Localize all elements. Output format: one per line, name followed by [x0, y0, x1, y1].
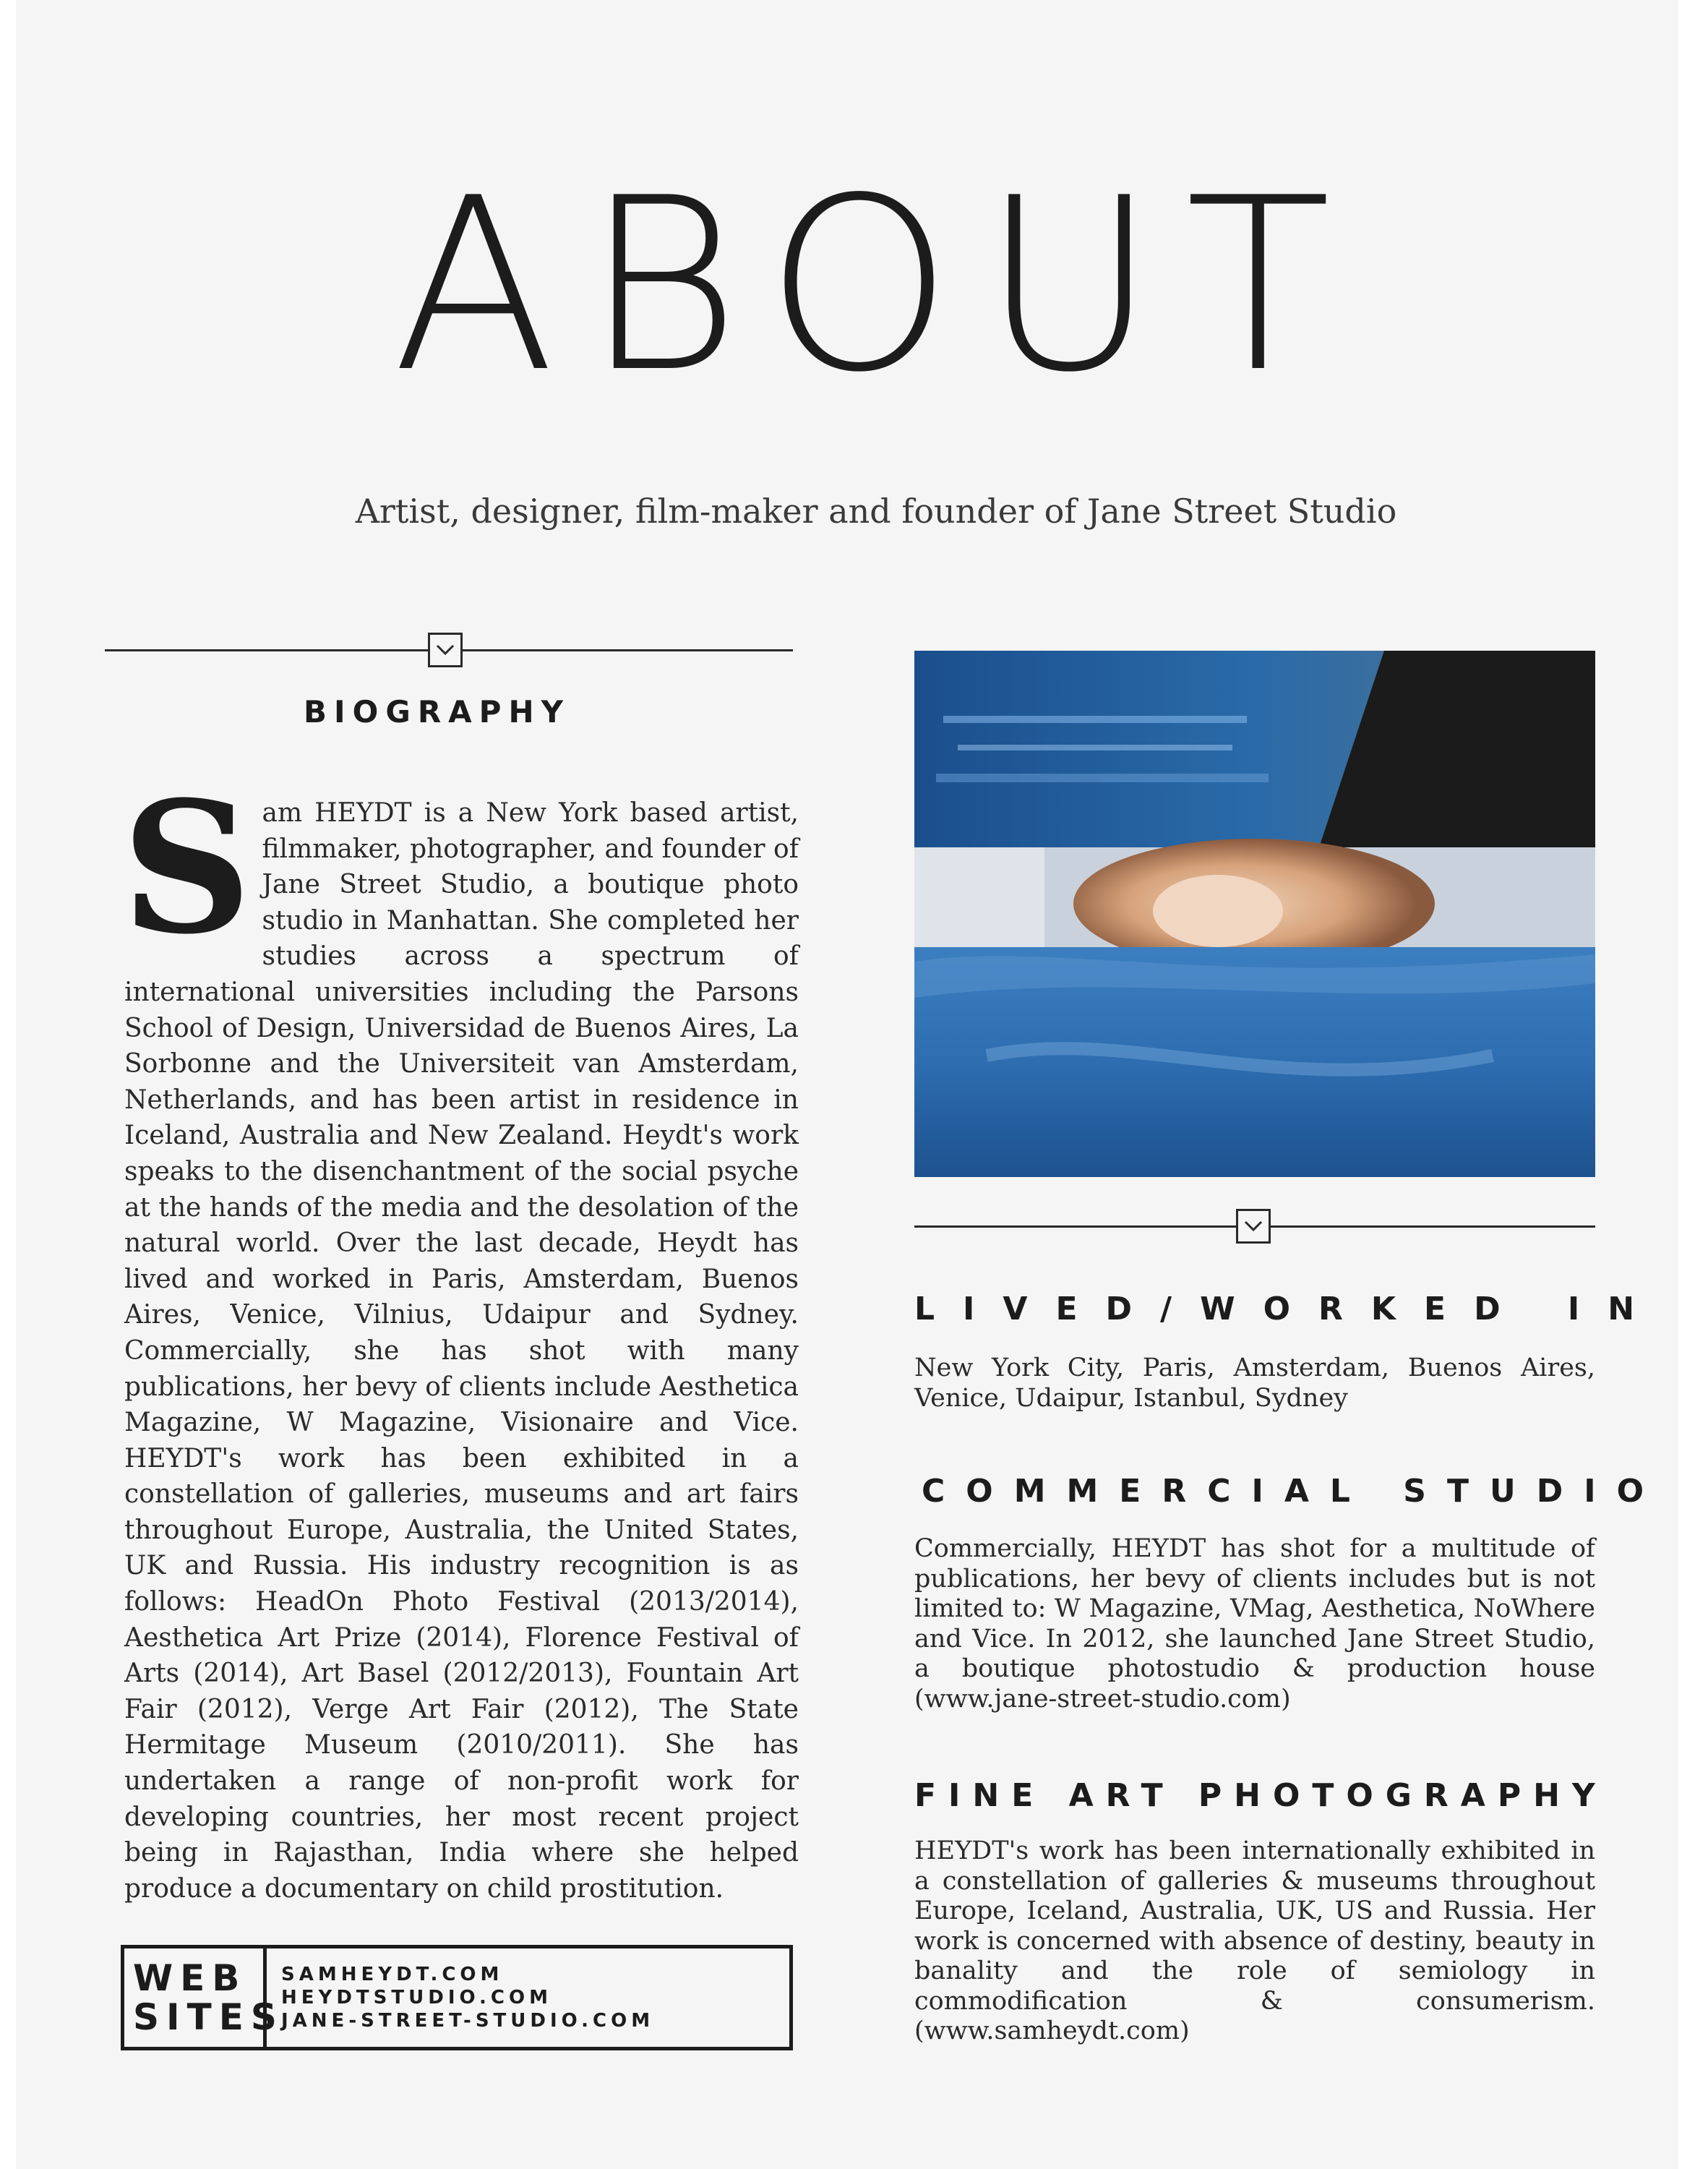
websites-label-line1: WEB [133, 1957, 247, 1999]
biography-text [121, 761, 799, 1907]
websites-box [121, 1945, 793, 2050]
fineart-heading: FINE ART PHOTOGRAPHY [914, 1777, 1608, 1814]
biography-heading: BIOGRAPHY [304, 694, 571, 730]
drop-cap: S [121, 761, 252, 974]
websites-label [124, 1948, 284, 2047]
websites-links [267, 1948, 654, 2047]
portrait-photo [914, 651, 1595, 1177]
websites-label-line2: SITES [133, 1996, 284, 2038]
chevron-down-icon [428, 633, 463, 667]
website-link[interactable]: HEYDTSTUDIO.COM [281, 1987, 552, 2008]
website-link[interactable]: JANE-STREET-STUDIO.COM [281, 2010, 655, 2032]
lived-text: New York City, Paris, Amsterdam, Buenos Aires, Venice, Udaipur, Istanbul, Sydney [914, 1353, 1595, 1413]
page-subtitle: Artist, designer, film-maker and founder of Jane Street Studio [355, 492, 1397, 531]
commercial-text: Commercially, HEYDT has shot for a multitude of publications, her bevy of clients includes but is not limited to: W Magazine, VMag, Aesthetica, NoWhere and Vice. In 2012, she launched Jane Street Studio, a boutique photostudio & production house (www.jane-street-studio.com) [914, 1534, 1595, 1714]
chevron-down-icon [1236, 1209, 1271, 1244]
page [16, 0, 1678, 2169]
biography-body: am HEYDT is a New York based artist, filmmaker, photographer, and founder of Jane Street Studio, a boutique photo studio in Manhattan. She completed her studies across a spectrum of international universities including the Parsons School of Design, Universidad de Buenos Aires, La Sorbonne and the Universiteit van Amsterdam, Netherlands, and has been artist in residence in Iceland, Australia and New Zealand. Heydt's work speaks to the disenchantment of the social psyche at the hands of the media and the desolation of the natural world. Over the last decade, Heydt has lived and worked in Paris, Amsterdam, Buenos Aires, Venice, Vilnius, Udaipur and Sydney. Commercially, she has shot with many publications, her bevy of clients include Aesthetica Magazine, W Magazine, Visionaire and Vice. HEYDT's work has been exhibited in a constellation of galleries, museums and art fairs throughout Europe, Australia, the United States, UK and Russia. His industry recognition is as follows: HeadOn Photo Festival (2013/2014), Aesthetica Art Prize (2014), Florence Festival of Arts (2014), Art Basel (2012/2013), Fountain Art Fair (2012), Verge Art Fair (2012), The State Hermitage Museum (2010/2011). She has undertaken a range of non-profit work for developing countries, her most recent project being in Rajasthan, India where she helped produce a documentary on child prostitution. [124, 798, 799, 1904]
fineart-text: HEYDT's work has been internationally exhibited in a constellation of galleries & museums throughout Europe, Iceland, Australia, UK, US and Russia. Her work is concerned with absence of destiny, beauty in banality and the role of semiology in commodification & consumerism. (www.samheydt.com) [914, 1836, 1595, 2045]
page-title: ABOUT [392, 147, 1360, 424]
website-link[interactable]: SAMHEYDT.COM [281, 1964, 504, 1985]
commercial-heading: COMMERCIAL STUDIO [922, 1473, 1665, 1510]
lived-heading: LIVED/WORKED IN [914, 1291, 1663, 1327]
